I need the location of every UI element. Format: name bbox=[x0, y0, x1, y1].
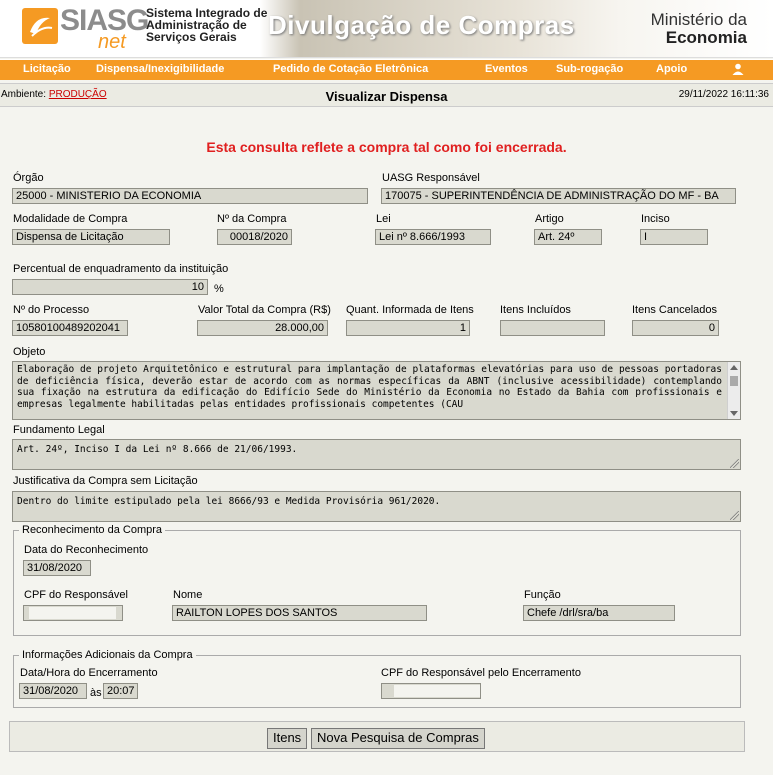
as-label: às bbox=[90, 687, 102, 699]
funcao-field: Chefe /drl/sra/ba bbox=[523, 605, 675, 621]
ministry-logo: Ministério da Economia bbox=[650, 10, 747, 47]
justificativa-textarea[interactable]: Dentro do limite estipulado pela lei 8666/93 e Medida Provisória 961/2020. bbox=[12, 491, 741, 522]
nome-label: Nome bbox=[173, 589, 203, 601]
cpf-encerramento-label: CPF do Responsável pelo Encerramento bbox=[381, 667, 581, 679]
data-reconhecimento-field: 31/08/2020 bbox=[23, 560, 91, 576]
data-hora-encerramento-label: Data/Hora do Encerramento bbox=[20, 667, 158, 679]
siasg-logo-icon bbox=[22, 8, 58, 44]
objeto-scrollbar[interactable] bbox=[727, 362, 740, 419]
modalidade-field: Dispensa de Licitação bbox=[12, 229, 170, 245]
cpf-mask bbox=[394, 685, 480, 697]
fundamento-textarea[interactable]: Art. 24º, Inciso I da Lei nº 8.666 de 21/06/1993. bbox=[12, 439, 741, 470]
itens-incluidos-label: Itens Incluídos bbox=[500, 304, 571, 316]
user-icon[interactable] bbox=[732, 63, 744, 78]
uasg-field: 170075 - SUPERINTENDÊNCIA DE ADMINISTRAÇÃO DO MF - BA bbox=[381, 188, 736, 204]
objeto-textarea[interactable]: Elaboração de projeto Arquitetônico e estrutural para implantação de plataformas elevatórias para uso de pessoas portadoras de deficiência física, deverão estar de acordo com as normas específicas da ABNT (inclusive acessibilidade) contemplando sua fixação na estrutura da edificação do Edifício Sede do Ministério da Economia no Estado da Bahia com profissionais e empresas legalmente habilitadas pelas entidades profissionais competentes (CAU bbox=[12, 361, 741, 420]
lei-label: Lei bbox=[376, 213, 391, 225]
percentual-field: 10 bbox=[12, 279, 208, 295]
inciso-field: I bbox=[640, 229, 708, 245]
datetime: 29/11/2022 16:11:36 bbox=[678, 89, 769, 100]
button-bar bbox=[9, 721, 745, 752]
modalidade-label: Modalidade de Compra bbox=[13, 213, 128, 225]
banner-title: Divulgação de Compras bbox=[268, 10, 575, 40]
nav-pedido-cotacao[interactable]: Pedido de Cotação Eletrônica bbox=[273, 63, 429, 75]
orgao-label: Órgão bbox=[13, 172, 44, 184]
scroll-thumb[interactable] bbox=[730, 376, 738, 386]
cpf-mask bbox=[29, 607, 116, 619]
percentual-unit: % bbox=[214, 283, 224, 295]
header bbox=[0, 0, 773, 58]
artigo-field: Art. 24º bbox=[534, 229, 602, 245]
orgao-field: 25000 - MINISTERIO DA ECONOMIA bbox=[12, 188, 368, 204]
logo-sub: net bbox=[98, 31, 126, 53]
environment-link[interactable]: PRODUÇÃO bbox=[48, 89, 107, 100]
environment-bar bbox=[0, 83, 773, 107]
processo-field: 10580100489202041 bbox=[12, 320, 128, 336]
nome-field: RAILTON LOPES DOS SANTOS bbox=[172, 605, 427, 621]
valor-total-label: Valor Total da Compra (R$) bbox=[198, 304, 331, 316]
percentual-label: Percentual de enquadramento da instituição bbox=[13, 263, 229, 275]
nav-dispensa[interactable]: Dispensa/Inexigibilidade bbox=[96, 63, 225, 75]
nav-sub-rogacao[interactable]: Sub-rogação bbox=[556, 63, 624, 75]
itens-cancelados-label: Itens Cancelados bbox=[632, 304, 717, 316]
nav-apoio[interactable]: Apoio bbox=[656, 63, 688, 75]
objeto-label: Objeto bbox=[13, 346, 46, 358]
data-reconhecimento-label: Data do Reconhecimento bbox=[24, 544, 149, 556]
main-nav bbox=[0, 59, 773, 80]
system-name: Sistema Integrado de Administração de Serviços Gerais bbox=[146, 6, 268, 44]
reconhecimento-legend: Reconhecimento da Compra bbox=[19, 524, 165, 536]
funcao-label: Função bbox=[524, 589, 561, 601]
lei-field: Lei nº 8.666/1993 bbox=[375, 229, 491, 245]
cpf-responsavel-label: CPF do Responsável bbox=[24, 589, 128, 601]
processo-label: Nº do Processo bbox=[13, 304, 90, 316]
logo-text: SIASG bbox=[60, 4, 149, 37]
quant-itens-field: 1 bbox=[346, 320, 470, 336]
fundamento-label: Fundamento Legal bbox=[13, 424, 105, 436]
uasg-label: UASG Responsável bbox=[382, 172, 480, 184]
numero-compra-field: 00018/2020 bbox=[217, 229, 292, 245]
quant-itens-label: Quant. Informada de Itens bbox=[346, 304, 474, 316]
valor-total-field: 28.000,00 bbox=[197, 320, 328, 336]
data-encerramento-field: 31/08/2020 bbox=[19, 683, 87, 699]
resize-grip-icon[interactable] bbox=[730, 459, 739, 468]
page-title: Visualizar Dispensa bbox=[325, 89, 448, 104]
numero-compra-label: Nº da Compra bbox=[217, 213, 287, 225]
informacoes-adicionais-fieldset bbox=[13, 655, 741, 708]
inciso-label: Inciso bbox=[641, 213, 670, 225]
nav-licitacao[interactable]: Licitação bbox=[23, 63, 71, 75]
nav-eventos[interactable]: Eventos bbox=[485, 63, 528, 75]
informacoes-adicionais-legend: Informações Adicionais da Compra bbox=[19, 649, 196, 661]
notice-text: Esta consulta reflete a compra tal como foi encerrada. bbox=[206, 139, 567, 155]
itens-button[interactable]: Itens bbox=[267, 728, 307, 749]
justificativa-label: Justificativa da Compra sem Licitação bbox=[13, 475, 198, 487]
itens-incluidos-field bbox=[500, 320, 605, 336]
nova-pesquisa-button[interactable]: Nova Pesquisa de Compras bbox=[311, 728, 485, 749]
scroll-up-icon[interactable] bbox=[730, 365, 738, 370]
itens-cancelados-field: 0 bbox=[632, 320, 719, 336]
resize-grip-icon[interactable] bbox=[730, 511, 739, 520]
environment-label: Ambiente: PRODUÇÃO bbox=[1, 89, 107, 100]
hora-encerramento-field: 20:07 bbox=[103, 683, 138, 699]
scroll-down-icon[interactable] bbox=[730, 411, 738, 416]
artigo-label: Artigo bbox=[535, 213, 564, 225]
